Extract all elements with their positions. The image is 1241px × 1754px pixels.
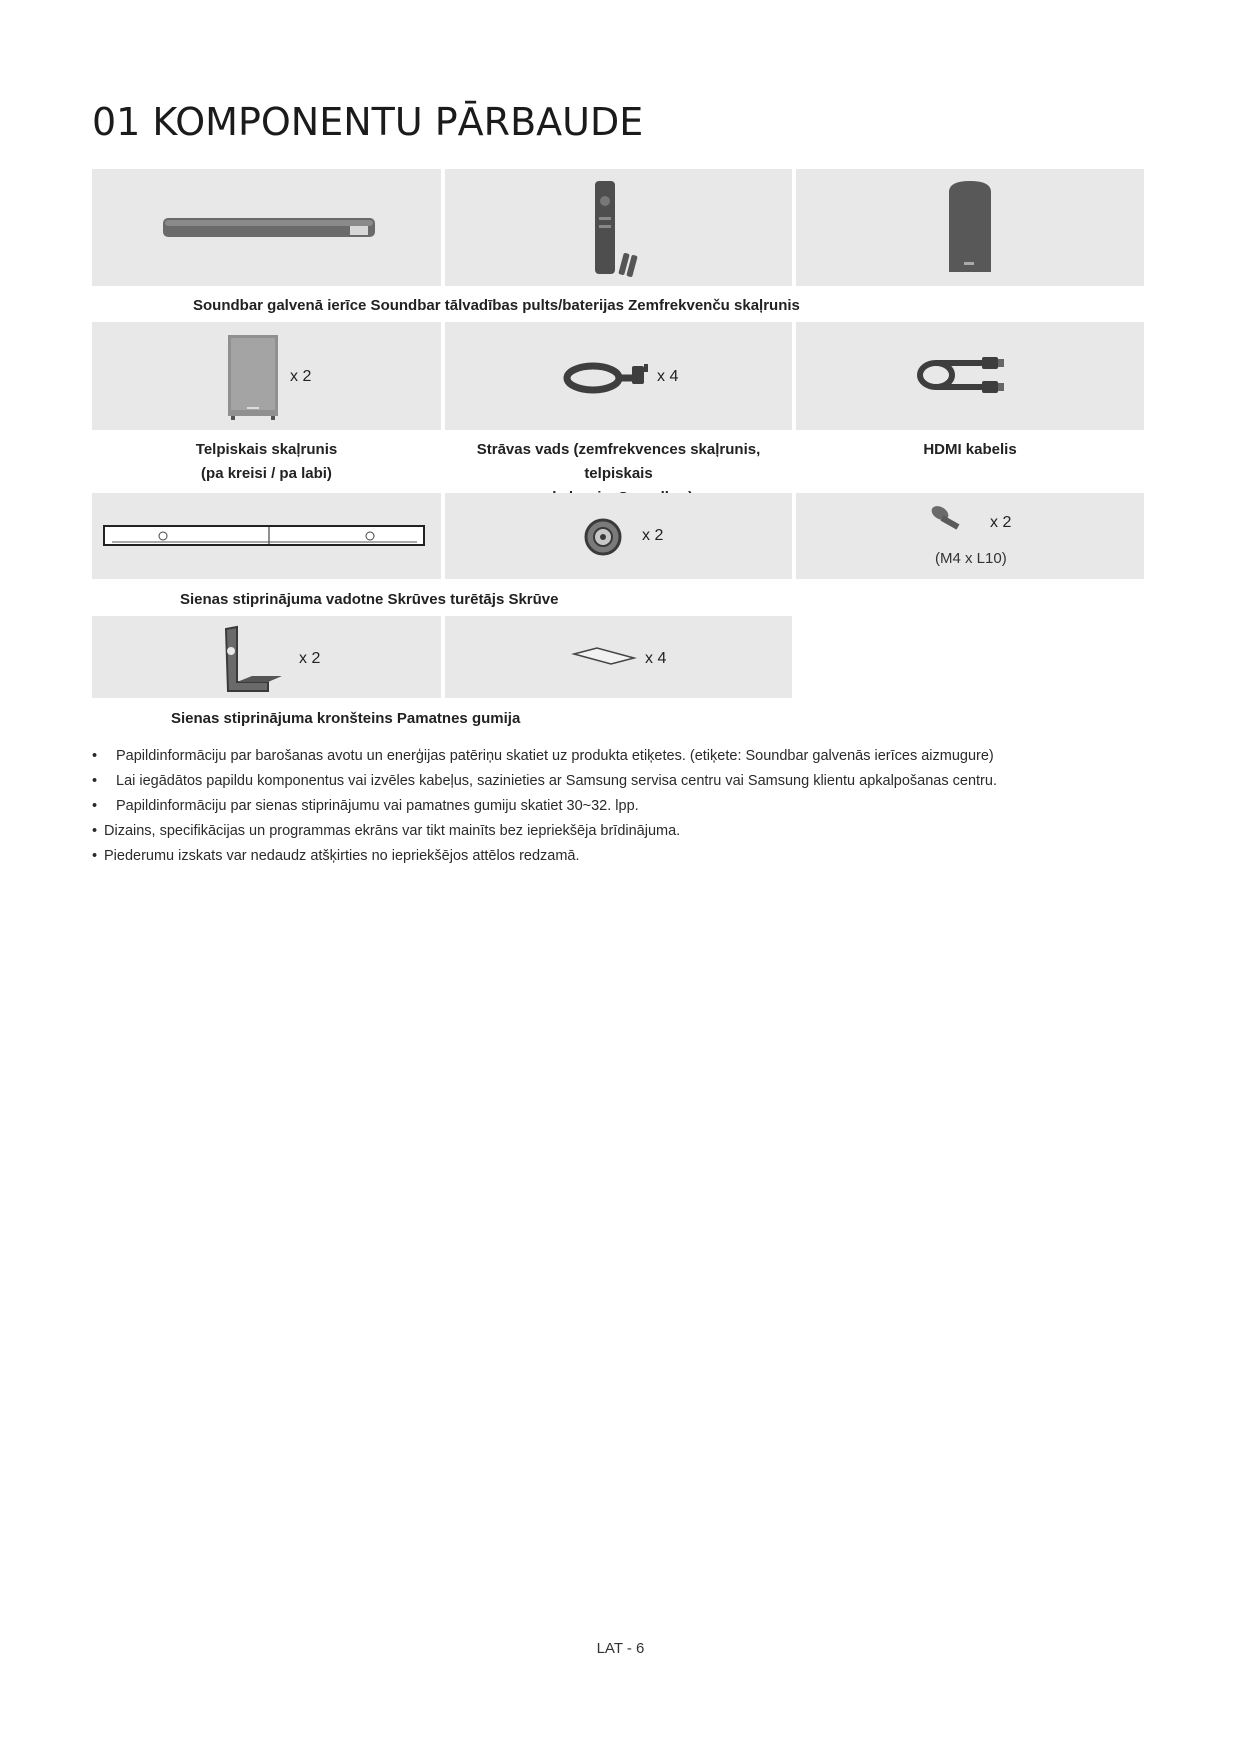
subwoofer-image-cell [796, 169, 1144, 286]
rear-speaker-qty: x 2 [290, 368, 312, 385]
power-cord-icon [445, 322, 792, 430]
remote-control-icon [445, 169, 792, 286]
wall-guide-image-cell [92, 493, 441, 579]
screw-holder-image-cell [445, 493, 792, 579]
rear-speaker-caption-line2: (pa kreisi / pa labi) [201, 465, 332, 482]
rubber-foot-image-cell [445, 616, 792, 698]
rubber-foot-qty: x 4 [645, 650, 667, 667]
note-item: • Papildinformāciju par barošanas avotu un enerģijas patēriņu skatiet uz produkta etiķetes. (etiķete: Soundbar galvenās ierīces aizmugure) [92, 748, 994, 764]
power-cord-image-cell [445, 322, 792, 430]
hdmi-image-cell [796, 322, 1144, 430]
rear-speaker-image-cell [92, 322, 441, 430]
row3-caption: Sienas stiprinājuma vadotne Skrūves turētājs Skrūve [180, 591, 559, 608]
note-item: • Piederumu izskats var nedaudz atšķirties no iepriekšējos attēlos redzamā. [92, 848, 580, 864]
power-cord-qty: x 4 [657, 368, 679, 385]
soundbar-icon [92, 169, 441, 286]
rear-speaker-caption [92, 438, 441, 486]
screw-image-cell [796, 493, 1144, 579]
page-number: LAT - 6 [596, 1640, 645, 1657]
screw-spec: (M4 x L10) [935, 550, 1007, 567]
screw-qty: x 2 [990, 514, 1012, 531]
row1-caption: Soundbar galvenā ierīce Soundbar tālvadības pults/baterijas Zemfrekvenču skaļrunis [193, 297, 800, 314]
wall-mount-guide-icon [92, 493, 441, 579]
subwoofer-icon [796, 169, 1144, 286]
rubber-foot-icon [445, 616, 792, 698]
wall-bracket-image-cell [92, 616, 441, 698]
power-cord-caption-line1: Strāvas vads (zemfrekvences skaļrunis, telpiskais [476, 441, 761, 482]
soundbar-image-cell [92, 169, 441, 286]
rear-speaker-caption-line1: Telpiskais skaļrunis [195, 441, 338, 458]
notes-list [92, 744, 1172, 869]
hdmi-cable-icon [796, 322, 1144, 430]
remote-image-cell [445, 169, 792, 286]
screw-holder-icon [445, 493, 792, 579]
wall-bracket-qty: x 2 [299, 650, 321, 667]
wall-bracket-icon [92, 616, 441, 698]
page-title: 01 KOMPONENTU PĀRBAUDE [92, 100, 644, 144]
hdmi-caption: HDMI kabelis [923, 441, 1017, 458]
note-item: • Papildinformāciju par sienas stiprinājumu vai pamatnes gumiju skatiet 30~32. lpp. [92, 798, 639, 814]
screw-holder-qty: x 2 [642, 527, 664, 544]
note-item: • Lai iegādātos papildu komponentus vai izvēles kabeļus, sazinieties ar Samsung servisa centru vai Samsung klientu apkalpošanas centru. [92, 773, 997, 789]
note-item: • Dizains, specifikācijas un programmas ekrāns var tikt mainīts bez iepriekšēja brīdinājuma. [92, 823, 681, 839]
row4-caption: Sienas stiprinājuma kronšteins Pamatnes gumija [171, 710, 521, 727]
rear-speaker-icon [92, 322, 441, 430]
